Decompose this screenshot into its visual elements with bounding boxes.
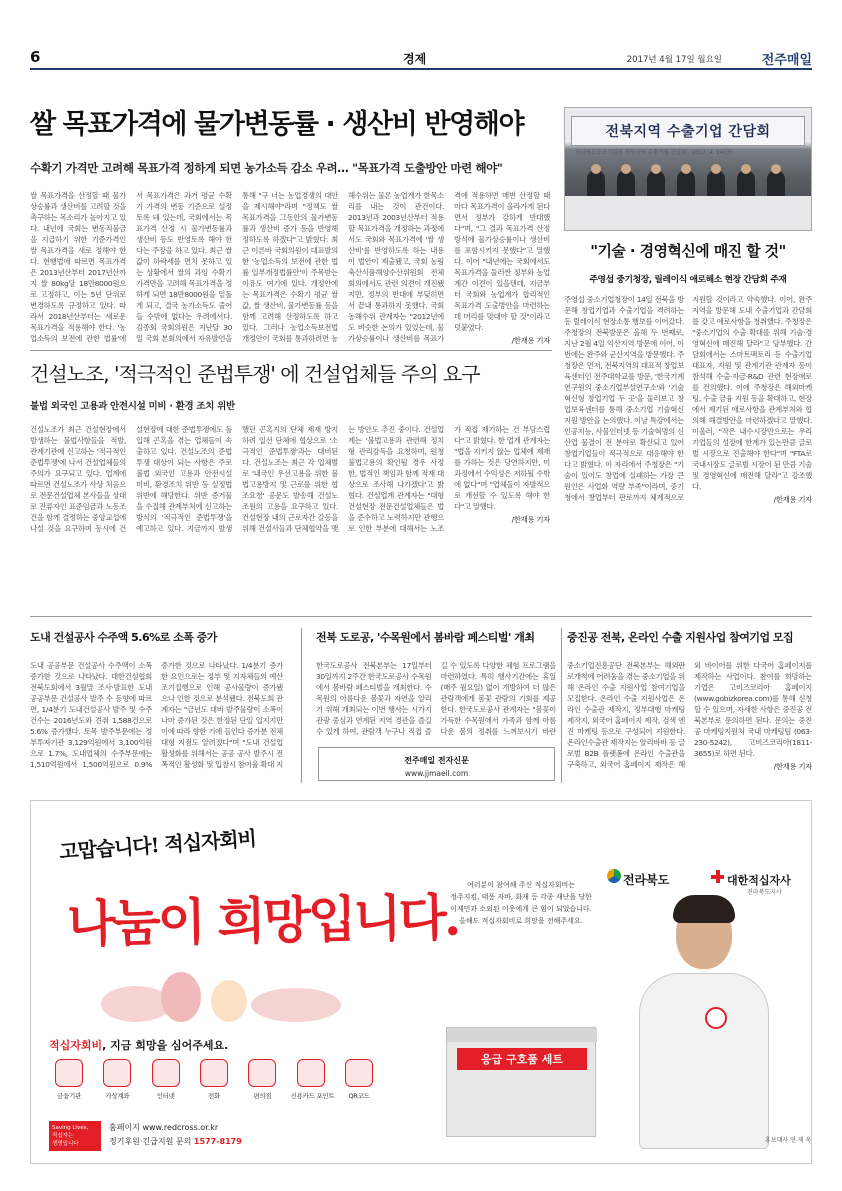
donation-method-label: QR코드 [348, 1092, 370, 1100]
internet-icon [152, 1059, 180, 1087]
article4-headline: 도내 건설공사 수주액 5.6%로 소폭 증가 [30, 631, 217, 644]
divider [30, 350, 552, 351]
homepage-link[interactable]: www.redcross.or.kr [142, 1123, 219, 1132]
red-cross-icon [711, 870, 724, 883]
bank-icon [55, 1059, 83, 1087]
article1-byline: /한재용 기자 [511, 336, 550, 345]
box-flap [447, 1028, 597, 1042]
donation-method-convenience-store [242, 1055, 282, 1111]
jeonbuk-logo-text: 전라북도 [623, 873, 670, 887]
e-edition-box[interactable] [318, 747, 555, 781]
red-cross-badge-icon [705, 1007, 727, 1029]
ad-contact [109, 1121, 242, 1149]
article1-body [30, 190, 550, 348]
red-cross-logo-subtext: 전라북도지사 [747, 889, 782, 896]
relief-kit-label: 응급 구호품 세트 [457, 1048, 587, 1070]
article5-headline: 전북 도로공, '수목원에서 봄바람 페스티벌' 개최 [316, 631, 535, 644]
article3-body [30, 424, 550, 604]
ad-message-line: 올해도 적십자회비로 희망을 전해주세요. [459, 917, 583, 925]
article6-headline: 중진공 전북, 온라인 수출 지원사업 참여기업 모집 [567, 631, 794, 644]
qr-code-icon [345, 1059, 373, 1087]
photo-banner: 전북지역 수출기업 간담회 [571, 116, 805, 146]
ambassador-photo [621, 899, 781, 1149]
article2-body [564, 294, 812, 714]
article1-text: 쌀 목표가격을 산정할 때 물가상승률과 생산비를 고려할 것을 촉구하는 목소리가 높아지고 있다. 내년에 국회는 변동직불금을 지급하기 위한 기준가격인 쌀 목표가격을 새로 정해야 한다. 현행법에 따르면 목표가격은 2013년산부터 2017년산까지 쌀 80kg당 18만8000원으로 고정하고, 이는 5년 단위로 변경하도록 규정하고 있다. 따라서 2018년산부터는 새로운 목표가격을 적용해야 한다. '농업소득의 보전에 관한 법률'에서 목표가격은 과거 평균 수확기 가격의 변동 기준으로 설정토록 돼 있는데, 국회에서는 목표가격 산정 시 물가변동률과 생산비 등도 반영토록 해야 한다는 주장을 하고 있다. 최근 쌀값이 하락세를 면치 못하고 있는 상황에서 쌀의 과잉 수확기 가격만을 고려해 목표가격을 정하게 되면 18만8000원을 밑돌게 되고, 결국 농가소득도 줄어들 수밖에 없다는 우려에서다. 김종회 국회의원은 지난달 30일 국회 본회의에서 자유발언을 통해 "구 너는 농업경쟁의 대안을 제시해야"라며 "정책도 쌀 목표가격을 그동안의 물가변동률과 생산비 증가 등을 반영해 정하도록 하겠다"고 밝혔다. 최근 이른바 국회의원이 대표발의한 '농업소득의 보전에 관한 법률 일부개정법률안'이 주목받는 이유도 여기에 있다. 개정안에는 목표가격은 수확기 평균 쌀값, 쌀 생산비, 물가변동률 등을 함께 고려해 산정하도록 하고 있다. 그러나 농업소득보전법 개정안이 국회를 통과하려면 농해수위는 물론 농업계가 한목소리를 내는 것이 관건이다. 2013년과 2003년산부터 적용할 목표가격을 개정하는 과정에서도 국회와 목표가격에 '쌀 생산비'를 반영하도록 하는 내용이 법안이 제출됐고, 국회 농림축산식품해양수산위원회 전체회의에서도 관련 의견이 개진됐지만, 정부의 반대에 부딪히면서 끝내 통과하지 못했다. 국회 농해수위 관계자는 "2012년에도 비슷한 논의가 있었는데, 물가상승률이나 생산비를 목표가격에 적용하면 매번 산정할 때마다 목표가격이 올라가게 된다면서 정부가 강하게 반대했다"며, "그 결과 목표가격 산정방식에 물가상승률이나 생산비를 포함시키지 못했다"고 말했다. 이어 "내년에는 국회에서도 목표가격을 둘러싼 정부와 농업계간 이견이 있을텐데, 지금부터 국회와 농업계가 합리적인 목표가격 도출방안을 마련하는 데 머리를 맞대야 할 것"이라고 덧붙였다. [30, 191, 550, 343]
ad-message [446, 879, 596, 927]
saving-lives-logo [49, 1121, 101, 1151]
donation-method-bank [49, 1055, 89, 1111]
convenience-store-icon [248, 1059, 276, 1087]
ad-main-slogan: 나눔이 희망입니다. [66, 887, 459, 954]
illustration-shape [211, 980, 247, 1022]
article1-headline: 쌀 목표가격에 물가변동률 · 생산비 반영해야 [30, 109, 524, 140]
e-edition-title: 전주매일 전자신문 [404, 756, 469, 765]
ad-slogan-highlight: 적십자회비 [49, 1039, 103, 1052]
ambassador-body [639, 973, 769, 1149]
photo-banner-subtext: 전라북도중소기업청 전북지역 수출기업 간담회 · 2017. 4. 14(금) [575, 150, 733, 156]
article3-text: 건설노조가 최근 건설현장에서 발생하는 불법사항들을 적발, 관계기관에 신고하는 '적극적인 준법투쟁'에 나서 건설업체들의 주의가 요구되고 있다. 업계에 따르면 건설노조가 사상 처음으로 전문건설업체 본사들을 상대로 잔류자인 표준임금과 노동조건을 함께 결정하는 중앙교섭에 나설 것을 요구하며 동시에 건설현장에 대한 준법투쟁에도 돌입해 곤혹을 겪는 업체들이 속출하고 있다. 건설노조의 준법투쟁 대상이 되는 사항은 주로 불법 외국인 고용과 안전시설 미비, 환경조치 위반 등 실정법 위반에 해당한다. 위반 증거물을 수집해 관계부처에 신고하는 방식의 '적극적인 준법투쟁'을 예고하고 있다. 지금까지 발생했던 곤혹지의 단체 제재 방지하려 일선 단체에 협상으로 '소극적인 준법투쟁'과는 대비된다. 건설노조는 최근 각 업체별로 '내국인 우선고용을 위한 불법고용방지 및 근로를 위한 협조요청' 공문도 발송해 건설노조원의 고용을 요구하고 있다. 건설현장 내의 근로자간 갈등을 위해 건설사들과 단체협약을 맺는 방안도 추진 중이다. 건설업계는 '불법고용과 관련해 정치형 관리감독을 요청하며, 원청 불법고용의 확인될 경우 사정한, 법적인 책임과 함께 적재 대상으로 조사해 나가겠다'고 밝혔다. 건설업계 관계자는 "대형 건설현장 전문건설업체들은 법을 준수하고 노력하지만 관행으로 인한 부분에 대해서는 노조가 직접 제기하는 건 부담스럽다"고 밝혔다. 한 업계 관계자는 "법을 지키지 않는 업체에 제재를 가하는 것은 당연하지만, 이 과정에서 수익성은 저하될 수밖에 없다"며 "업체들이 자발적으로 개선할 수 있도록 해야 한다"고 말했다. [30, 425, 550, 533]
divider [301, 628, 302, 783]
paper-name: 전주매일 [761, 53, 812, 68]
red-cross-advertisement [30, 800, 812, 1164]
divider [561, 628, 562, 783]
divider [30, 616, 812, 617]
ad-slogan [49, 1037, 228, 1053]
donation-method-label: 금융기관 [57, 1092, 81, 1100]
article2-quote-headline: "기술 · 경영혁신에 매진 할 것" [590, 242, 786, 260]
article2-subheadline: 주영섭 중기청장, 릴레이식 애로해소 현장 간담회 주재 [589, 275, 787, 285]
issue-date: 2017년 4월 17일 월요일 [626, 55, 722, 65]
article2-text: 주영섭 중소기업청장이 14일 전북을 방문해 창업기업과 수출기업을 격려하는 등 릴레이식 현장소통 행보를 이어갔다. 주청장의 전북방문은 올해 두 번째로, 지난 2월 4일 익산지역 방문에 이어, 이번에는 완주와 군산지역을 방문했다. 주청장은 먼저, 전북지역의 대표적 창업보육센터인 전주대학교를 방문, '한국기계연구원의 중소기업부설연구소'와 '기술혁신형 창업기업 두 곳'을 둘러보고 창업보육센터를 통해 중소기업 기술혁신지원 방안을 논의했다. 이날 특강에서는 인공지능, 사물인터넷 등 기술혁명의 신산업 물결이 전 분야로 확산되고 있어 창업기업들이 적극적으로 대응해야 한다고 밝혔다. 이 자리에서 주청장은 "기술이 있어도 창업에 실패하는 가장 큰 원인은 사업화 역량 부족"이라며, 중기청에서 창업부터 판로까지 체계적으로 지원할 것이라고 약속했다. 이어, 완주지역을 방문해 도내 수출기업과 간담회를 갖고 애로사항을 청취했다. 주청장은 "중소기업의 수출 확대를 위해 기술·경영혁신에 매진해 달라"고 당부했다. 간담회에서는 스마트팩토리 등 수출기업 대표자, 지원 및 관계기관 관계자 등이 참석해 수출·자금·R&D 관련 현장애로를 건의했다. 이에 주청장은 해외마케팅, 수출 금융 지원 등을 확대하고, 현장에서 제기된 애로사항을 관계부처와 협의해 해결방안을 마련하겠다고 말했다. 이울러, "작은 내수시장만으로는 우리 기업들의 성장에 한계가 있는만큼 글로벌 시장으로 진출해야 한다"며 "FTA로 국내시장도 글로벌 시장이 된 만큼 기술 및 경영혁신에 매진해 달라"고 강조했다. [564, 295, 812, 502]
donation-method-label: 전화 [208, 1092, 220, 1100]
ad-slogan-rest: , 지금 희망을 심어주세요. [102, 1039, 229, 1052]
page-number: 6 [30, 48, 41, 66]
article3-subheadline: 불법 외국인 고용과 안전시설 미비 · 환경 조치 위반 [30, 401, 235, 412]
saving-lives-line: Saving Lives, [52, 1125, 89, 1131]
photo-table [565, 196, 812, 231]
relief-kit-box [446, 1027, 596, 1137]
donation-method-label: 신용카드 포인트 [290, 1092, 335, 1100]
article5-body [316, 660, 556, 742]
red-cross-logo-text: 대한적십자사 [727, 874, 791, 887]
jeonbuk-logo-icon [607, 869, 621, 883]
donation-method-qr [339, 1055, 379, 1111]
article5-text: 한국도로공사 전북본부는 17일부터 30일까지 2주간 한국도로공사 수목원에서 봄바람 페스티벌을 개최한다. 수목원의 아름다운 봄꽃과 자연을 알리기 위해 개최되는 이번 행사는 시가지 관광 중심과 연계된 지역 경관을 즐길 수 있게 하여, 관람객 누구나 직접 즐길 수 있도록 다양한 체험 프로그램을 마련하였다. 특히 행사기간에는 휴일(매주 월요일) 없이 개방하여 더 많은 관람객에게 봄꽃 관람의 기회를 제공한다. 한국도로공사 관계자는 "봄꽃이 가득한 수목원에서 가족과 함께 아름다운 봄의 정취를 느껴보시기 바란 [316, 661, 556, 736]
ad-message-line: 여러분이 참여해 주신 적십자회비는 [466, 881, 576, 889]
donation-method-label: 가상계좌 [105, 1092, 130, 1100]
illustration-shape [251, 988, 341, 1022]
donation-method-label: 편의점 [253, 1092, 272, 1100]
section-name: 경제 [403, 52, 427, 66]
article6-byline: /한재용 기자 [773, 762, 812, 771]
article1-subheadline: 수확기 가격만 고려해 목표가격 정하게 되면 농가소득 감소 우려… "목표가격 도출방안 마련 해야" [30, 161, 503, 175]
contact-phone[interactable]: 1577-8179 [193, 1137, 242, 1146]
article4-body [30, 660, 283, 778]
virtual-account-icon [103, 1059, 131, 1087]
article2-byline: /한재용 기자 [773, 495, 812, 504]
ad-thanks-text: 고맙습니다! 적십자회비 [58, 826, 257, 864]
ad-message-line: 이재민과 소외된 이웃에게 큰 힘이 되었습니다. [450, 905, 592, 913]
meeting-photo [564, 107, 812, 231]
donation-method-virtual-account [97, 1055, 137, 1111]
donation-method-label: 인터넷 [156, 1092, 175, 1100]
article6-body [567, 660, 812, 778]
page-header [30, 48, 812, 70]
illustration-shape [161, 972, 201, 1022]
donation-method-internet [146, 1055, 186, 1111]
homepage-label: 홈페이지 [109, 1123, 140, 1132]
article3-byline: /한재용 기자 [511, 515, 550, 524]
saving-lives-line: 생명입니다 [52, 1141, 79, 1147]
ambassador-caption: 홍보대사 연 제 욱 [765, 1137, 812, 1144]
ad-message-line: 정주지킴, 태풍 자바, 화재 등 각종 재난을 당한 [450, 893, 592, 901]
donation-methods [49, 1055, 379, 1111]
phone-icon [200, 1059, 228, 1087]
saving-lives-line: 적십자는 [52, 1133, 74, 1139]
ad-illustration [101, 966, 351, 1026]
ambassador-hair [673, 895, 735, 923]
contact-label: 정기후원·긴급지원 문의 [109, 1137, 192, 1146]
credit-card-icon [297, 1059, 325, 1087]
donation-method-credit-card [290, 1055, 335, 1111]
article3-headline: 건설노조, '적극적인 준법투쟁' 에 건설업체들 주의 요구 [30, 362, 480, 386]
e-edition-link[interactable]: www.jjmaeil.com [404, 769, 469, 778]
donation-method-phone [194, 1055, 234, 1111]
article6-text: 중소기업진흥공단 전북본부는 해외판로개척에 어려움을 겪는 중소기업을 위해 온라인 수출 지원사업 참여기업을 모집한다. 온라인 수출 지원사업은 온라인 수출관 제작지, 정부대행 마케팅 제작지, 외국어 홈페이지 제작, 검색 엔진 마케팅 등으로 구성되어 지원한다. 온라인수출관 제작지는 알리바바 등 글로벌 B2B 플랫폼에 온라인 수출관을 구축하고, 외국어 홈페이지 제작은 해외 바이어를 위한 다국어 홈페이지를 제작하는 사업이다. 참여를 희망하는 기업은 고비즈코리아 홈페이지(www.gobizkorea.com)를 통해 신청할 수 있으며, 자세한 사항은 중진공 전북본부로 문의하면 된다. 문의는 중진공 마케팅지원처 국내 마케팅팀 (063-230-5242), 고비즈코리아(1811-3655)로 하면 된다. [567, 661, 812, 769]
article4-text: 도내 공공부문 건설공사 수주액이 소폭 증가한 것으로 나타났다. 대한건설협회 전북도회에서 3월말 조사·발표한 도내 공공부문 건설공사 발주 수 동향에 따르면, 1/4분기 도내건설공사 발주 및 수주건수는 2016년도와 견줘 1,588건으로 5.6% 증가했다. 토목 발주부문에는 정부투자기관 3,129억원에서 3,100억원으로 1.7%, 도내업체의 수주부문에는 1,510억원에서 1,500억원으로 0.9% 증가한 것으로 나타났다. 1/4분기 증가한 요인으로는 정부 및 지자체들의 예산 조기집행으로 인해 공사물량이 증가됐으나 인한 것으로 분석됐다. 전북도회 관계자는 "금년도 대비 발주물량이 소폭이나마 증가된 것은 한정된 단일 입지지만 이에 따라 향한 기에 들인다 증가분 전체 대형 지점도 알려졌다"며 "도내 건설업 활성화를 위해서는 공공 공사 발주시 전폭적인 활성화 및 입찰시 참여율 확대 지 [30, 661, 283, 769]
